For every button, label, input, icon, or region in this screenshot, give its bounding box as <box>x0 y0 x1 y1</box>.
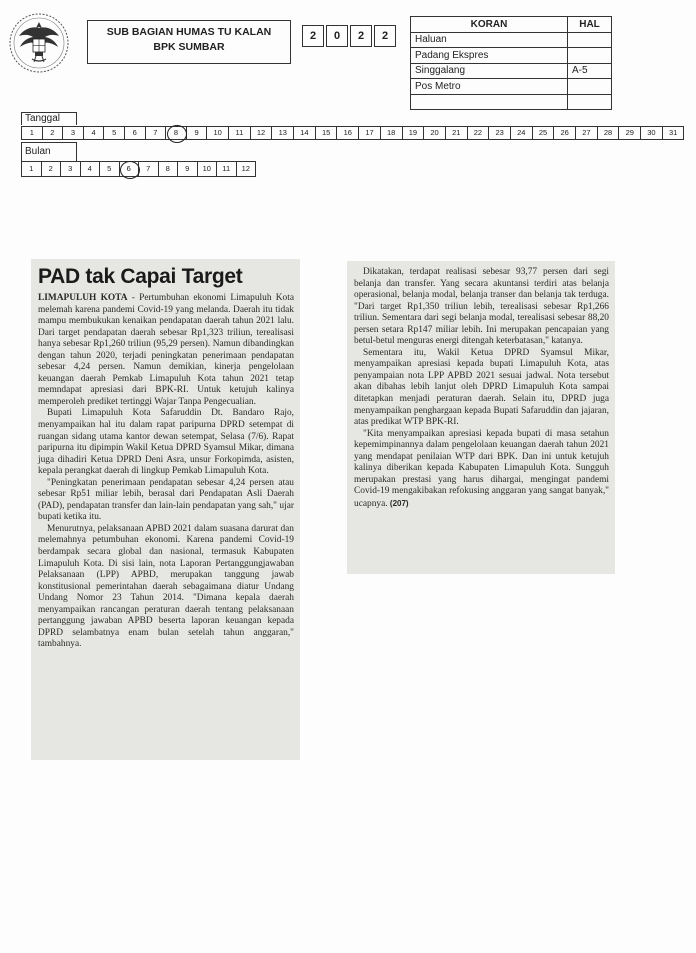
article-paragraph <box>354 429 609 511</box>
table-row <box>411 63 612 79</box>
day-cell: 14 <box>294 126 316 140</box>
day-cell: 21 <box>446 126 468 140</box>
day-cell: 24 <box>511 126 533 140</box>
month-cell: 6 <box>120 161 140 177</box>
day-cell: 23 <box>489 126 511 140</box>
paper-page <box>568 79 612 95</box>
paper-name: Haluan <box>411 32 568 48</box>
month-cell: 4 <box>81 161 101 177</box>
year-digit: 0 <box>326 25 348 47</box>
news-clipping-column-2 <box>347 261 615 574</box>
month-cell: 1 <box>21 161 42 177</box>
day-cell: 29 <box>619 126 641 140</box>
month-cell: 8 <box>159 161 179 177</box>
paper-page <box>568 32 612 48</box>
article-lead-text: - Pertumbuhan ekonomi Limapuluh Kota melemah karena pandemi Covid-19 yang melanda. Daerah itu tidak mampu membukukan kenaikan pendapatan daerah tahun 2021 lalu. Dari target pendapatan daerah sebesar Rp1,323 triliun, terealisasi hanya sebesar Rp1,260 triliun (95,29 persen). Namun dibandingkan dengan tahun 2020, terjadi peningkatan penerimaan pendapatan sebesar 4,24 persen. Namun demikian, kinerja pengelolaan keuangan daerah Pemkab Limapuluh Kota tahun 2021 tetap memndapat apresiasi dari BPK-RI. Untuk ketujuh kalinya memperoleh prediket tertinggi Wajar Tanpa Pengecualian. <box>38 293 294 407</box>
year-digit: 2 <box>350 25 372 47</box>
department-name: SUB BAGIAN HUMAS TU KALAN <box>106 26 272 38</box>
article-dateline: LIMAPULUH KOTA <box>38 293 128 303</box>
day-cell: 3 <box>63 126 84 140</box>
day-cell: 10 <box>207 126 229 140</box>
year-digit: 2 <box>374 25 396 47</box>
paper-name: Padang Ekspres <box>411 48 568 64</box>
day-cell: 15 <box>316 126 338 140</box>
tanggal-label: Tanggal <box>21 112 77 125</box>
paper-name: Singgalang <box>411 63 568 79</box>
department-unit: BPK SUMBAR <box>153 41 225 53</box>
paper-page: A-5 <box>568 63 612 79</box>
month-cell: 3 <box>61 161 81 177</box>
day-cell: 26 <box>554 126 576 140</box>
day-cell: 19 <box>403 126 425 140</box>
article-paragraph <box>38 293 294 408</box>
tanggal-section <box>21 108 684 140</box>
day-cell: 20 <box>424 126 446 140</box>
article-paragraph: Bupati Limapuluh Kota Safaruddin Dt. Bandaro Rajo, menyampaikan hal itu dalam rapat paripurna DPRD setempat di ruangan sidang utama kantor dewan setempat, Selasa (7/6). Rapat paripurna itu dipimpin Wakil Ketua DPRD Syamsul Mikar, dimana juga dihadiri Ketua DPRD Deni Asra, unsur Forkopimda, asisten, kepala perangkat daerah di lingkup Pemkab Limapuluh Kota. <box>38 408 294 477</box>
bulan-section <box>21 141 256 177</box>
garuda-emblem-icon <box>8 12 70 74</box>
day-cell: 12 <box>251 126 273 140</box>
paper-page <box>568 48 612 64</box>
article-paragraph: Dikatakan, terdapat realisasi sebesar 93,77 persen dari segi belanja dan transfer. Yang secara akuntansi terdiri atas belanja operasional, belanja modal, belanja transer dan belanja tak terduga. "Dari target Rp1,350 triliun lebih, terealisasi sebesar Rp1,266 triliun. Sementara dari segi belanja modal, terealisasi sebesar 88,20 persen setara Rp147 miliar lebih. Ini merupakan pencapaian yang betul-betul menguras energi ditengah keterbatasan," katanya. <box>354 267 609 347</box>
day-cell: 4 <box>84 126 105 140</box>
day-cell: 8 <box>166 126 187 140</box>
month-cell: 2 <box>42 161 62 177</box>
table-row <box>411 79 612 95</box>
day-cell: 2 <box>43 126 64 140</box>
article-paragraph: "Peningkatan penerimaan pendapatan sebesar 4,24 persen atau sebesar Rp51 miliar lebih, berasal dari Pendapatan Asli Daerah (PAD), pendapatan transfer dan lain-lain pendapatan yang sah," ujar bupati ketika itu. <box>38 477 294 523</box>
month-cell: 5 <box>100 161 120 177</box>
year-digit: 2 <box>302 25 324 47</box>
department-header <box>87 20 291 64</box>
article-paragraph: Sementara itu, Wakil Ketua DPRD Syamsul Mikar, menyampaikan apresiasi kepada bupati Limapuluh Kota, atas penyampaian nota LPP APBD 2021 sesuai jadwal. Nota tersebut akan dibahas lebih lanjut oleh DPRD Limapuluh Kota sampai ditetapkan menjadi peraturan daerah. Selain itu, DPRD juga menyampaikan penghargaan kepada Bupati Safaruddin dan jajaran, atas predikat WTP BPK-RI. <box>354 347 609 428</box>
month-row <box>21 161 256 177</box>
bulan-label: Bulan <box>21 142 77 161</box>
day-cell: 18 <box>381 126 403 140</box>
news-clipping-column-1 <box>31 259 300 760</box>
author-code: (207) <box>389 498 409 508</box>
table-row <box>411 32 612 48</box>
day-cell: 13 <box>272 126 294 140</box>
day-cell: 28 <box>598 126 620 140</box>
day-cell: 9 <box>187 126 208 140</box>
day-cell: 27 <box>576 126 598 140</box>
day-cell: 31 <box>663 126 685 140</box>
column-header-page: HAL <box>568 17 612 33</box>
month-cell: 9 <box>178 161 198 177</box>
day-cell: 11 <box>229 126 251 140</box>
year-boxes <box>302 25 398 47</box>
table-row <box>411 48 612 64</box>
day-cell: 1 <box>21 126 43 140</box>
article-closing-text: "Kita menyampaikan apresiasi kepada bupati di masa setahun kepemimpinannya dalam pengelolaan keuangan daerah tahun 2021 yang mendapat penilaian WTP dari BPK. Dan ini untuk ketujuh kalinya diberikan kepada Kabupaten Limapuluh Kota. Sungguh merupakan prestasi yang harus dihargai, mengingat pandemi Covid-19 mengakibakan refokusing anggaran yang sangat banyak," ucapnya. <box>354 428 609 509</box>
column-header-paper: KORAN <box>411 17 568 33</box>
newspaper-table <box>410 16 612 110</box>
day-cell: 7 <box>146 126 167 140</box>
article-headline: PAD tak Capai Target <box>38 265 243 288</box>
paper-name: Pos Metro <box>411 79 568 95</box>
month-cell: 11 <box>217 161 237 177</box>
month-cell: 7 <box>139 161 159 177</box>
day-cell: 17 <box>359 126 381 140</box>
month-cell: 10 <box>198 161 218 177</box>
day-cell: 25 <box>533 126 555 140</box>
day-cell: 30 <box>641 126 663 140</box>
month-cell: 12 <box>237 161 257 177</box>
day-cell: 5 <box>104 126 125 140</box>
day-cell: 16 <box>337 126 359 140</box>
day-cell: 22 <box>468 126 490 140</box>
day-row <box>21 126 684 140</box>
article-paragraph: Menurutnya, pelaksanaan APBD 2021 dalam suasana darurat dan melemahnya petumbuhan ekonomi. Karena pandemi Covid-19 berdampak secara global dan nasional, termasuk Kabupaten Limapuluh Kota. Di sisi lain, nota Laporan Pertanggungjawaban Pelaksanaan (LPP) APBD, merupakan tanggung jawab konstitusional pemerintahan daerah sebagaimana diatur Undang Undang Nomor 23 Tahun 2014. "Dimana kepala daerah menyampaikan rancangan peraturan daerah tentang pelaksanaan pertanggung jawaban APBD beserta laporan keuangan kepada DPRD selambatnya enam bulan setelah tahun anggaran," tambahnya. <box>38 523 294 650</box>
day-cell: 6 <box>125 126 146 140</box>
